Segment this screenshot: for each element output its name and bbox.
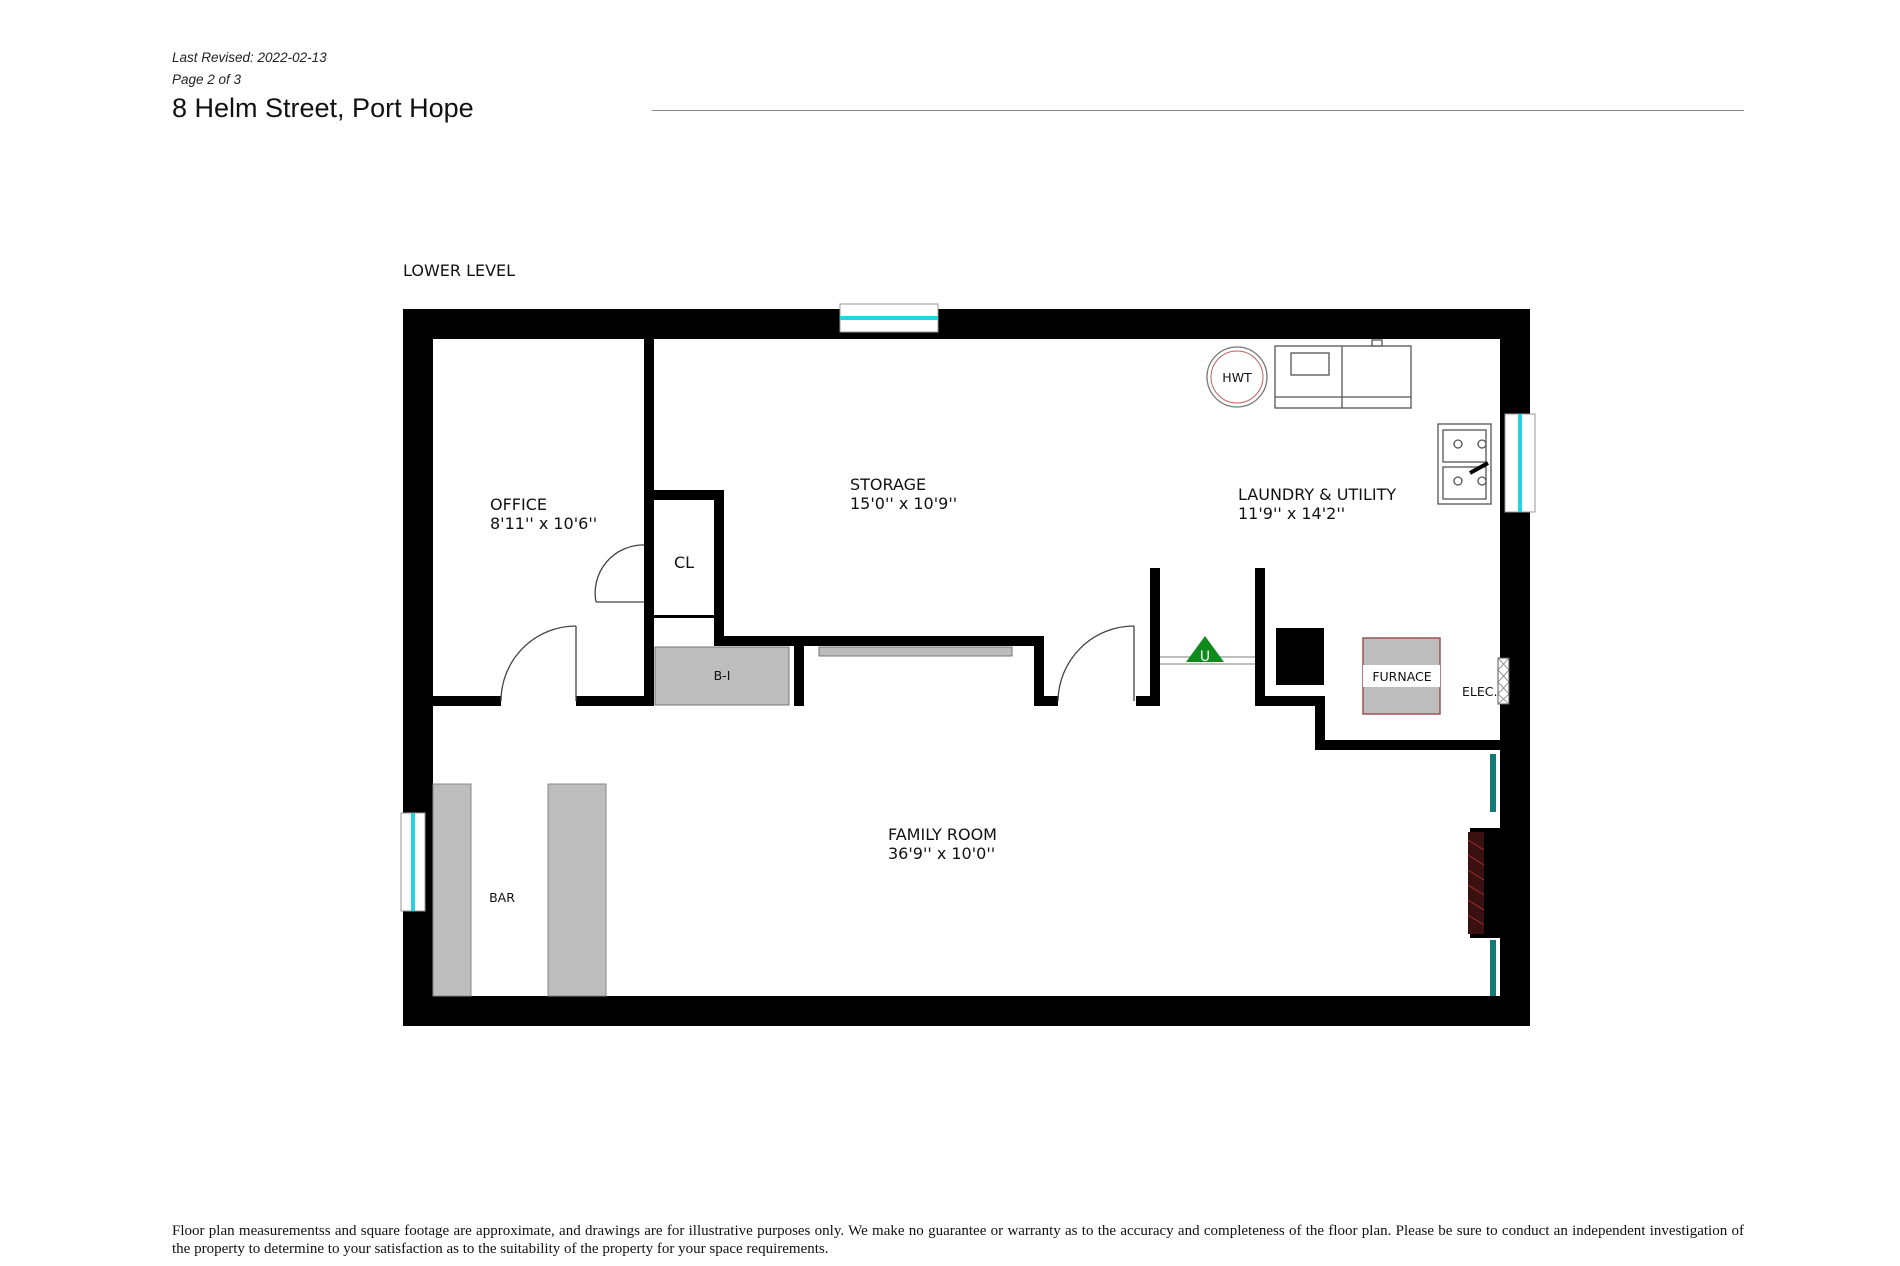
window-left bbox=[401, 813, 425, 911]
built-in-label: B-I bbox=[713, 668, 731, 683]
property-address-title: 8 Helm Street, Port Hope bbox=[172, 93, 474, 123]
page-number-text: Page 2 of 3 bbox=[172, 72, 242, 87]
room-family bbox=[888, 825, 997, 863]
room-office bbox=[490, 495, 597, 533]
laundry-size: 11'9'' x 14'2'' bbox=[1238, 504, 1346, 523]
furnace-label: FURNACE bbox=[1372, 669, 1432, 684]
storage-name: STORAGE bbox=[850, 475, 927, 494]
stairs bbox=[1160, 636, 1255, 665]
utility-block bbox=[1276, 628, 1324, 685]
laundry-sink bbox=[1438, 424, 1491, 504]
storage-size: 15'0'' x 10'9'' bbox=[850, 494, 958, 513]
elec-label: ELEC. bbox=[1462, 684, 1498, 699]
family-name: FAMILY ROOM bbox=[888, 825, 997, 844]
fireplace bbox=[1468, 828, 1500, 938]
laundry-name: LAUNDRY & UTILITY bbox=[1238, 485, 1397, 504]
office-size: 8'11'' x 10'6'' bbox=[490, 514, 598, 533]
window-top bbox=[840, 304, 938, 332]
stairs-up-label: U bbox=[1199, 649, 1211, 665]
office-name: OFFICE bbox=[490, 495, 547, 514]
washer-dryer bbox=[1275, 340, 1411, 408]
disclaimer-text: Floor plan measurementss and square footage are approximate, and drawings are for illustrative purposes only. We make no guarantee or warranty as to the accuracy and completeness of the floor plan. Please be sure to conduct an independent investigation of the property to determine to your satisfaction as to the suitability of the property for your space requirements. bbox=[172, 1223, 1744, 1257]
last-revised-text: Last Revised: 2022-02-13 bbox=[172, 50, 327, 65]
bar-counters bbox=[433, 784, 606, 996]
closet-label: CL bbox=[674, 553, 695, 572]
room-laundry bbox=[1238, 485, 1396, 523]
built-in-cabinet bbox=[655, 647, 789, 705]
room-storage bbox=[850, 475, 957, 513]
water-heater bbox=[1207, 347, 1267, 407]
electrical-panel bbox=[1462, 658, 1509, 704]
furnace bbox=[1363, 638, 1440, 714]
storage-shelf bbox=[819, 647, 1012, 656]
level-label: LOWER LEVEL bbox=[403, 261, 516, 280]
family-size: 36'9'' x 10'0'' bbox=[888, 844, 996, 863]
window-right bbox=[1505, 414, 1535, 512]
bar-label: BAR bbox=[489, 890, 515, 905]
hwt-label: HWT bbox=[1222, 370, 1252, 385]
